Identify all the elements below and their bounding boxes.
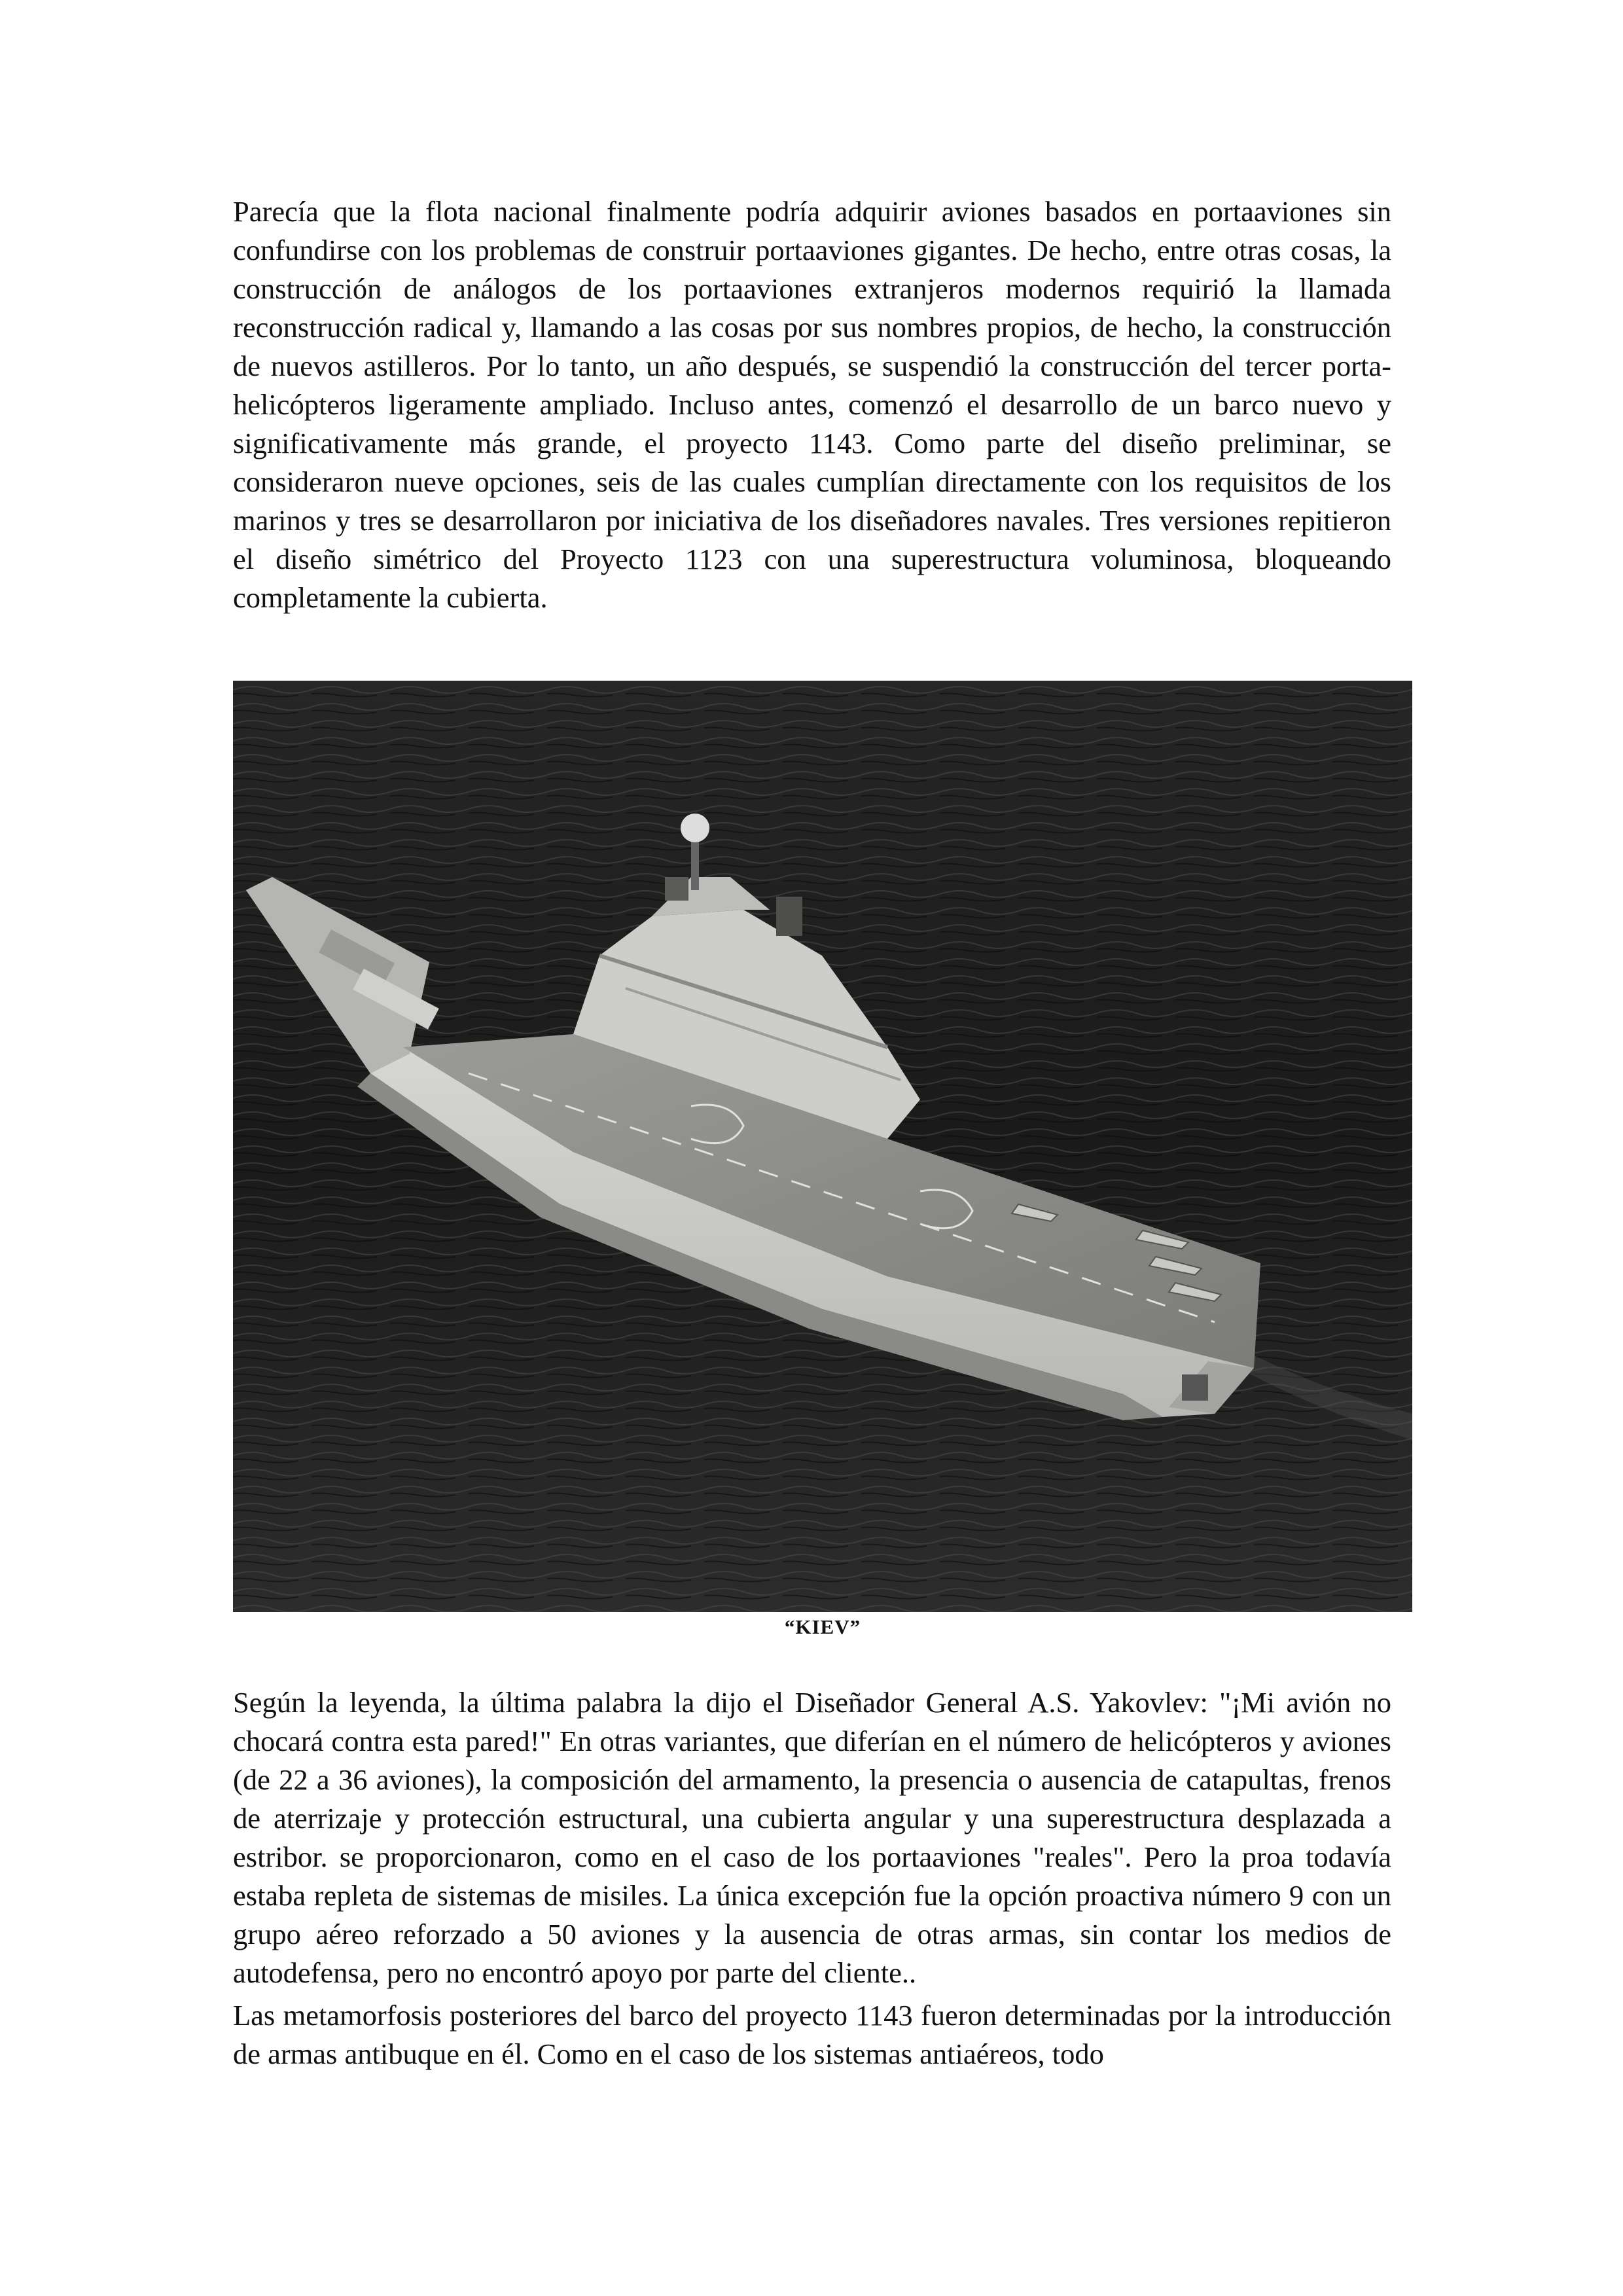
paragraph-2: Según la leyenda, la última palabra la dijo el Diseñador General A.S. Yakovlev: "¡Mi avión no chocará contra esta pared!" En otras variantes, que diferían en el número de helicópteros y aviones (de 22 a 36 aviones), la composición del armamento, la presencia o ausencia de catapultas, frenos de aterrizaje y protección estructural, una cubierta angular y una superestructura desplazada a estribor. se proporcionaron, como en el caso de los portaaviones "reales". Pero la proa todavía estaba repleta de sistemas de misiles. La única excepción fue la opción proactiva número 9 con un grupo aéreo reforzado a 50 aviones y la ausencia de otras armas, sin contar los medios de autodefensa, pero no encontró apoyo por parte del cliente.. [233,1686,1391,1989]
ship-photo [233,681,1412,1612]
aircraft-carrier-kiev-image [233,681,1412,1612]
paragraph-3: Las metamorfosis posteriores del barco del proyecto 1143 fueron determinadas por la introducción de armas antibuque en él. Como en el caso de los sistemas antiaéreos, todo [233,1999,1391,2070]
paragraph-1: Parecía que la flota nacional finalmente podría adquirir aviones basados en portaaviones sin confundirse con los problemas de construir portaaviones gigantes. De hecho, entre otras cosas, la construcción de análogos de los portaaviones extranjeros modernos requirió la llamada reconstrucción radical y, llamando a las cosas por sus nombres propios, de hecho, la construcción de nuevos astilleros. Por lo tanto, un año después, se suspendió la construcción del tercer porta-helicópteros ligeramente ampliado. Incluso antes, comenzó el desarrollo de un barco nuevo y significativamente más grande, el proyecto 1143. Como parte del diseño preliminar, se consideraron nueve opciones, seis de las cuales cumplían directamente con los requisitos de los marinos y tres se desarrollaron por iniciativa de los diseñadores navales. Tres versiones repitieron el diseño simétrico del Proyecto 1123 con una superestructura voluminosa, bloqueando completamente la cubierta. [233,195,1391,614]
figure-caption: “KIEV” [784,1615,861,1638]
